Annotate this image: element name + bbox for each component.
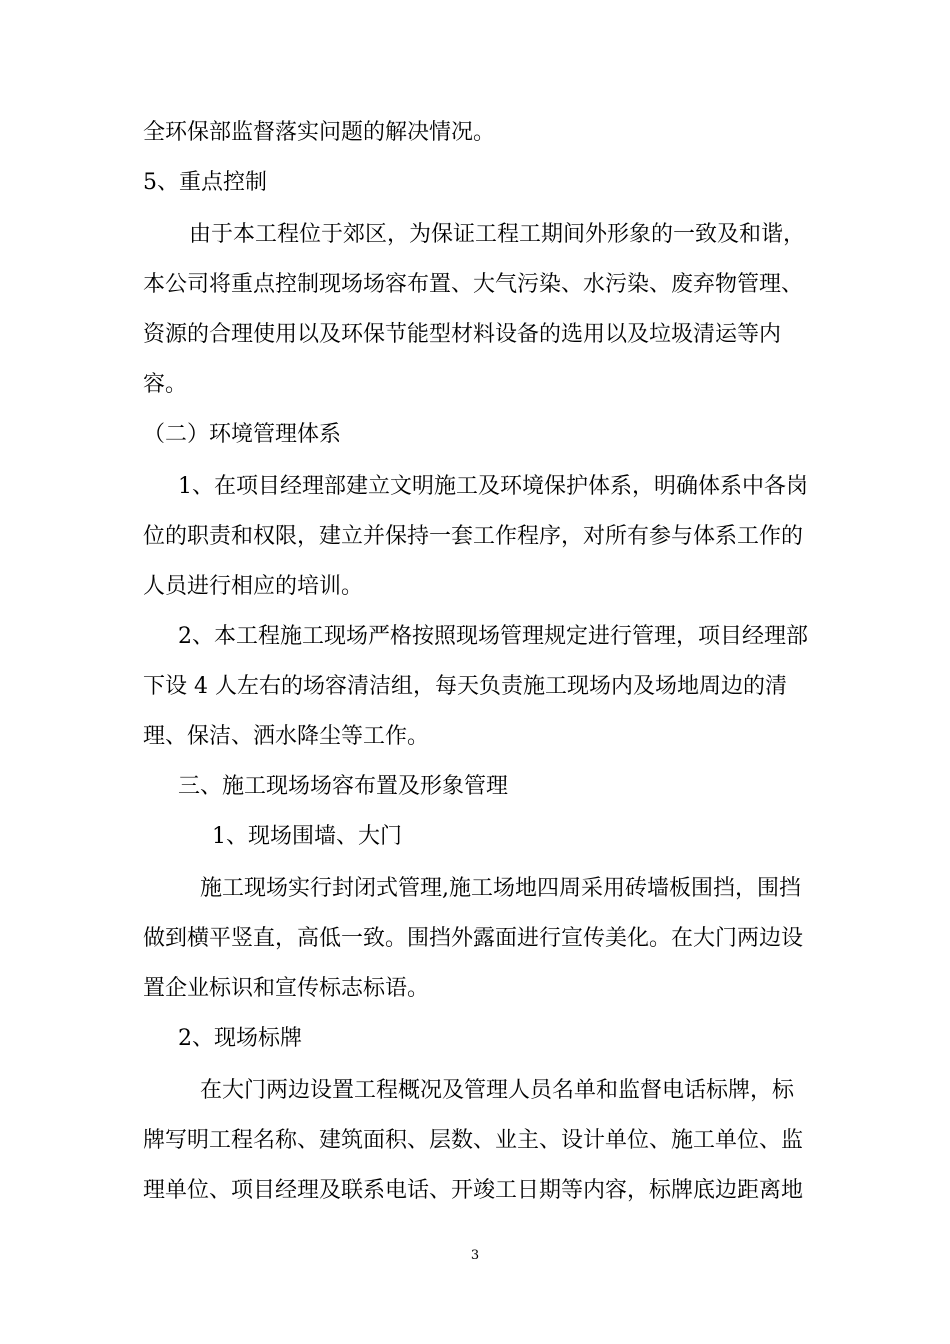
- text-line-11: 2、本工程施工现场严格按照现场管理规定进行管理，项目经理部: [178, 624, 808, 649]
- text-line-21: 牌写明工程名称、建筑面积、层数、业主、设计单位、施工单位、监: [143, 1128, 804, 1153]
- text-line-17: 做到横平竖直，高低一致。围挡外露面进行宣传美化。在大门两边设: [143, 926, 804, 951]
- text-line-22: 理单位、项目经理及联系电话、开竣工日期等内容，标牌底边距离地: [143, 1178, 804, 1203]
- subheading-fence-gate: 1、现场围墙、大门: [212, 824, 402, 849]
- section-heading-key-control: 5、重点控制: [143, 170, 267, 195]
- text-line-3: 由于本工程位于郊区，为保证工程工期间外形象的一致及和谐，: [189, 222, 806, 247]
- text-line-18: 置企业标识和宣传标志标语。: [143, 976, 430, 1001]
- text-line-8: 1、在项目经理部建立文明施工及环境保护体系，明确体系中各岗: [178, 474, 808, 499]
- text-line-20: 在大门两边设置工程概况及管理人员名单和监督电话标牌，标: [200, 1078, 795, 1103]
- text-line-12: 下设 4 人左右的场容清洁组，每天负责施工现场内及场地周边的清: [143, 674, 787, 699]
- text-line-16: 施工现场实行封闭式管理,施工场地四周采用砖墙板围挡，围挡: [200, 876, 801, 901]
- subheading-site-signboard: 2、现场标牌: [178, 1026, 302, 1051]
- text-line-13: 理、保洁、洒水降尘等工作。: [143, 724, 430, 749]
- text-line-4: 本公司将重点控制现场场容布置、大气污染、水污染、废弃物管理、: [143, 272, 804, 297]
- text-line-9: 位的职责和权限，建立并保持一套工作程序，对所有参与体系工作的: [143, 524, 804, 549]
- text-line-10: 人员进行相应的培训。: [143, 574, 364, 599]
- page-number: 3: [470, 1248, 480, 1263]
- section-heading-environment-system: （二）环境管理体系: [143, 422, 342, 447]
- text-line-6: 容。: [143, 372, 188, 397]
- text-line-1: 全环保部监督落实问题的解决情况。: [143, 120, 496, 145]
- section-heading-site-layout: 三、施工现场场容布置及形象管理: [178, 774, 509, 799]
- text-line-5: 资源的合理使用以及环保节能型材料设备的选用以及垃圾清运等内: [143, 322, 782, 347]
